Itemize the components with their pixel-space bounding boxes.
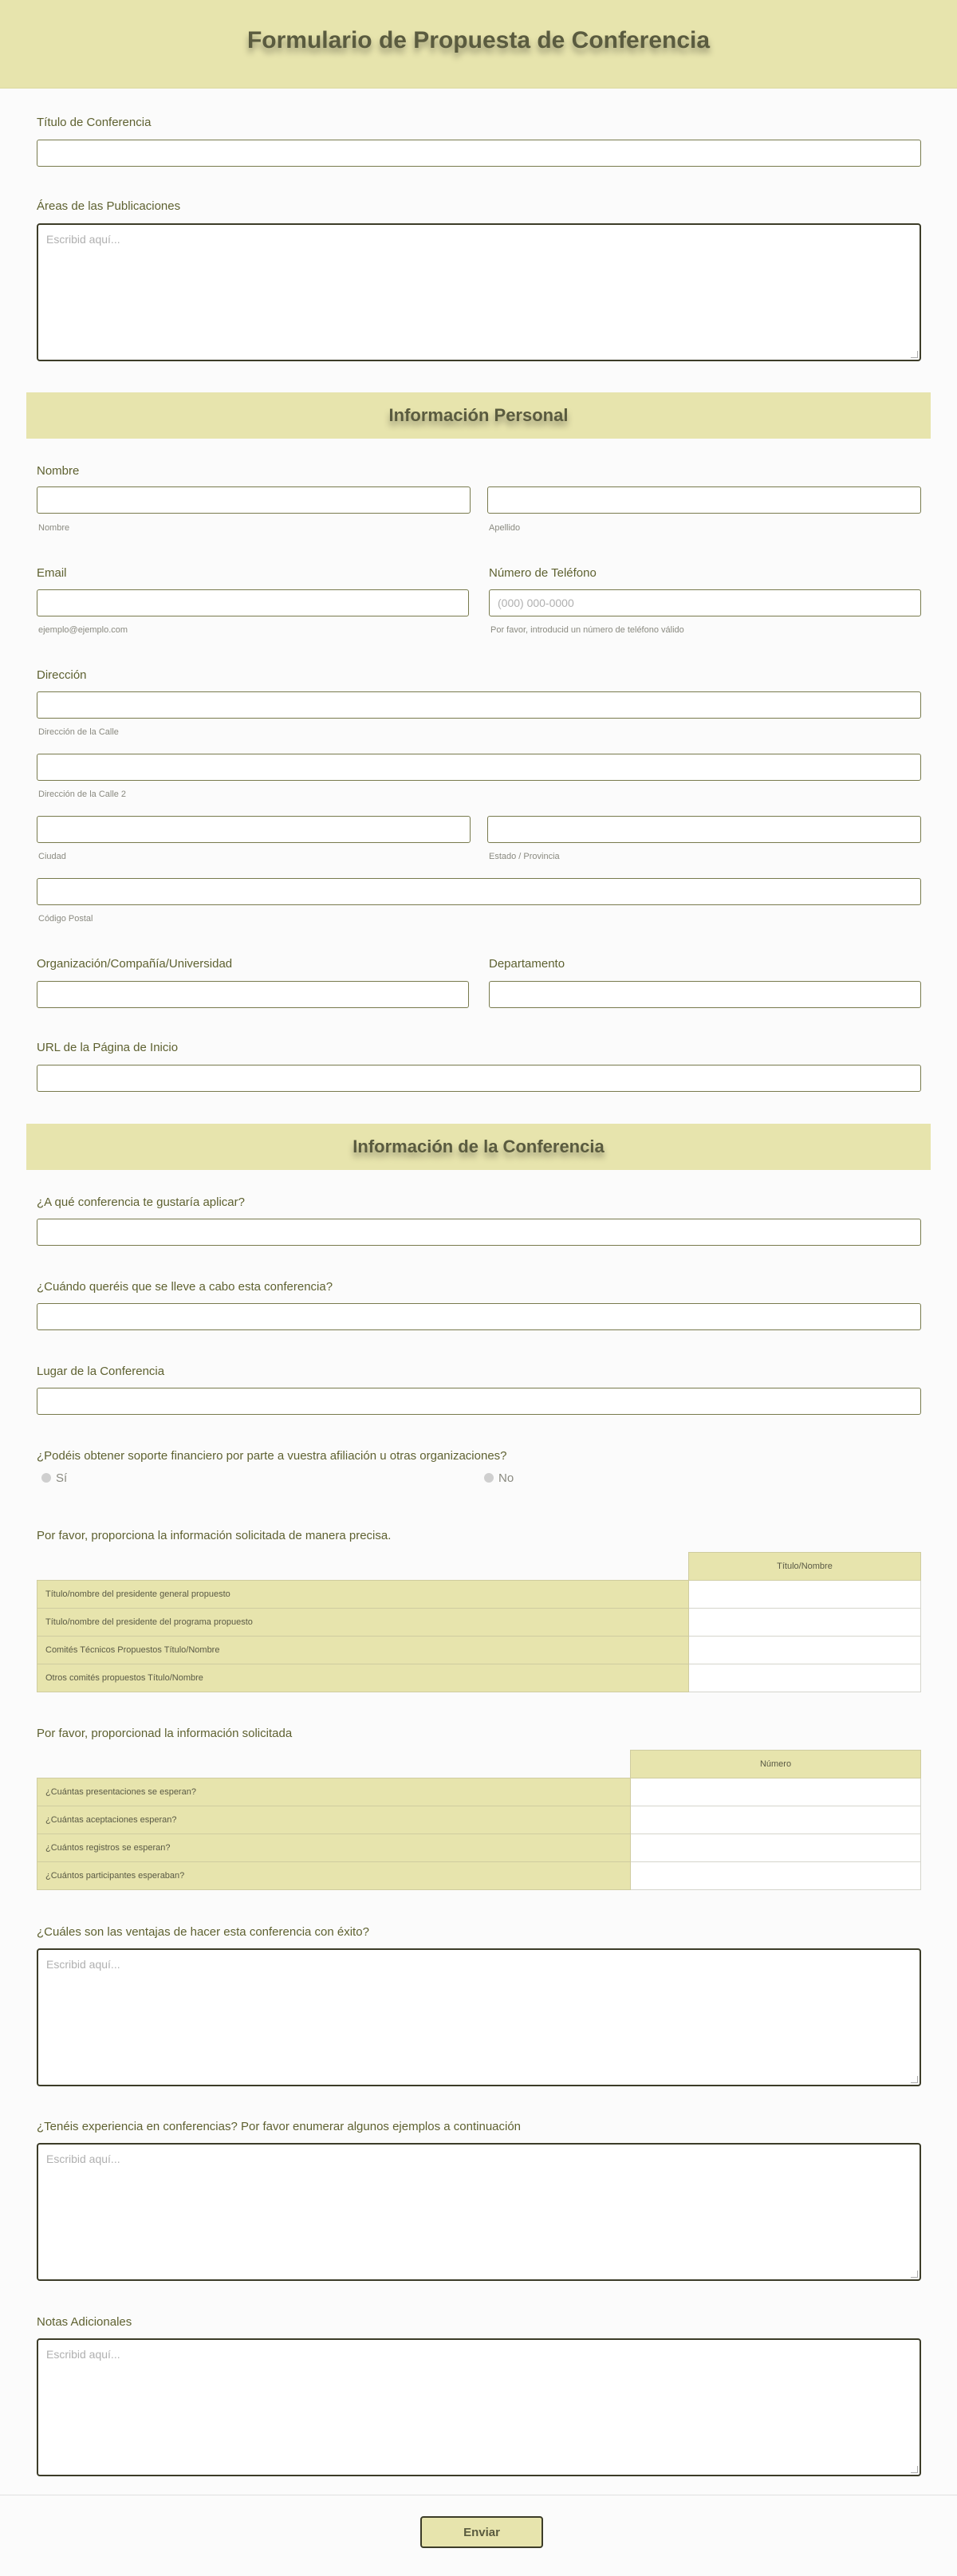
table-row (37, 1834, 921, 1862)
email-input[interactable] (37, 589, 469, 616)
department-input[interactable] (489, 981, 921, 1008)
matrix2-table (37, 1750, 921, 1890)
textarea-placeholder: Escribid aquí... (46, 1958, 120, 1971)
publication-areas-textarea[interactable] (37, 223, 921, 361)
matrix1-table (37, 1552, 921, 1692)
resize-handle-icon[interactable] (911, 2466, 918, 2473)
experience-label: ¿Tenéis experiencia en conferencias? Por favor enumerar algunos ejemplos a continuación (37, 2120, 522, 2133)
section-personal-info (26, 392, 931, 439)
matrix-row-label: ¿Cuántos participantes esperaban? (37, 1862, 631, 1890)
last-name-input[interactable] (487, 486, 921, 514)
radio-label: Sí (56, 1471, 68, 1485)
matrix1-label: Por favor, proporciona la información solicitada de manera precisa. (37, 1529, 392, 1542)
email-label: Email (37, 566, 67, 580)
matrix-cell-input[interactable] (631, 1806, 921, 1834)
radio-label: No (498, 1471, 514, 1485)
resize-handle-icon[interactable] (911, 351, 918, 358)
street-input[interactable] (37, 691, 921, 719)
table-row (37, 1664, 921, 1692)
matrix-column-header: Título/Nombre (689, 1553, 921, 1581)
email-sublabel: ejemplo@ejemplo.com (38, 625, 128, 635)
matrix-row-label: ¿Cuántas presentaciones se esperan? (37, 1778, 631, 1806)
table-row (37, 1609, 921, 1637)
organization-label: Organización/Compañía/Universidad (37, 957, 233, 971)
advantages-textarea[interactable] (37, 1948, 921, 2086)
radio-option-no[interactable] (484, 1471, 514, 1485)
homepage-input[interactable] (37, 1065, 921, 1092)
matrix-row-label: Comités Técnicos Propuestos Título/Nombre (37, 1637, 689, 1664)
venue-label: Lugar de la Conferencia (37, 1365, 165, 1378)
table-row (37, 1778, 921, 1806)
resize-handle-icon[interactable] (911, 2271, 918, 2278)
name-label: Nombre (37, 464, 80, 478)
matrix-cell-input[interactable] (631, 1778, 921, 1806)
matrix-cell-input[interactable] (631, 1862, 921, 1890)
matrix2-label: Por favor, proporcionad la información solicitada (37, 1727, 293, 1740)
table-row (37, 1637, 921, 1664)
street2-sublabel: Dirección de la Calle 2 (38, 790, 127, 799)
homepage-label: URL de la Página de Inicio (37, 1041, 179, 1054)
phone-label: Número de Teléfono (489, 566, 597, 580)
submit-button[interactable]: Enviar (420, 2516, 543, 2548)
matrix-row-label: Otros comités propuestos Título/Nombre (37, 1664, 689, 1692)
radio-circle-icon[interactable] (484, 1473, 494, 1483)
matrix-row-label: ¿Cuántas aceptaciones esperan? (37, 1806, 631, 1834)
matrix-cell-input[interactable] (689, 1664, 921, 1692)
table-row (37, 1806, 921, 1834)
matrix-cell-input[interactable] (689, 1609, 921, 1637)
which-conference-label: ¿A qué conferencia te gustaría aplicar? (37, 1195, 245, 1209)
radio-option-yes[interactable] (41, 1471, 67, 1485)
conference-title-label: Título de Conferencia (37, 116, 152, 129)
matrix-row-label: Título/nombre del presidente general propuesto (37, 1581, 689, 1609)
section-conference-info (26, 1124, 931, 1170)
when-conference-input[interactable] (37, 1303, 921, 1330)
venue-input[interactable] (37, 1388, 921, 1415)
which-conference-input[interactable] (37, 1219, 921, 1246)
notes-label: Notas Adicionales (37, 2315, 132, 2329)
section-title: Información Personal (388, 405, 569, 425)
department-label: Departamento (489, 957, 565, 971)
zip-input[interactable] (37, 878, 921, 905)
financial-support-label: ¿Podéis obtener soporte financiero por parte a vuestra afiliación u otras organizaciones? (37, 1449, 507, 1463)
matrix-cell-input[interactable] (689, 1581, 921, 1609)
matrix-corner (37, 1751, 631, 1778)
last-name-sublabel: Apellido (489, 523, 521, 533)
matrix-row-label: ¿Cuántos registros se esperan? (37, 1834, 631, 1862)
notes-textarea[interactable] (37, 2338, 921, 2476)
section-title: Información de la Conferencia (352, 1136, 605, 1156)
page-title: Formulario de Propuesta de Conferencia (246, 27, 711, 53)
street-sublabel: Dirección de la Calle (38, 727, 119, 737)
organization-input[interactable] (37, 981, 469, 1008)
publication-areas-label: Áreas de las Publicaciones (37, 199, 181, 213)
radio-circle-icon[interactable] (41, 1473, 51, 1483)
city-sublabel: Ciudad (38, 852, 66, 861)
phone-input[interactable] (489, 589, 921, 616)
zip-sublabel: Código Postal (38, 914, 93, 924)
matrix-cell-input[interactable] (689, 1637, 921, 1664)
matrix-column-header: Número (631, 1751, 921, 1778)
when-conference-label: ¿Cuándo queréis que se lleve a cabo esta conferencia? (37, 1280, 333, 1294)
state-sublabel: Estado / Provincia (489, 852, 560, 861)
matrix-corner (37, 1553, 689, 1581)
textarea-placeholder: Escribid aquí... (46, 233, 120, 246)
textarea-placeholder: Escribid aquí... (46, 2153, 120, 2165)
city-input[interactable] (37, 816, 471, 843)
form-header (0, 0, 957, 89)
first-name-input[interactable] (37, 486, 471, 514)
resize-handle-icon[interactable] (911, 2076, 918, 2083)
state-input[interactable] (487, 816, 921, 843)
matrix-cell-input[interactable] (631, 1834, 921, 1862)
experience-textarea[interactable] (37, 2143, 921, 2281)
textarea-placeholder: Escribid aquí... (46, 2348, 120, 2361)
first-name-sublabel: Nombre (38, 523, 70, 533)
table-row (37, 1862, 921, 1890)
advantages-label: ¿Cuáles son las ventajas de hacer esta conferencia con éxito? (37, 1925, 369, 1939)
phone-placeholder: (000) 000-0000 (498, 597, 574, 609)
address-label: Dirección (37, 668, 87, 682)
table-row (37, 1581, 921, 1609)
phone-sublabel: Por favor, introducid un número de teléfono válido (490, 625, 684, 635)
conference-title-input[interactable] (37, 140, 921, 167)
street2-input[interactable] (37, 754, 921, 781)
matrix-row-label: Título/nombre del presidente del programa propuesto (37, 1609, 689, 1637)
